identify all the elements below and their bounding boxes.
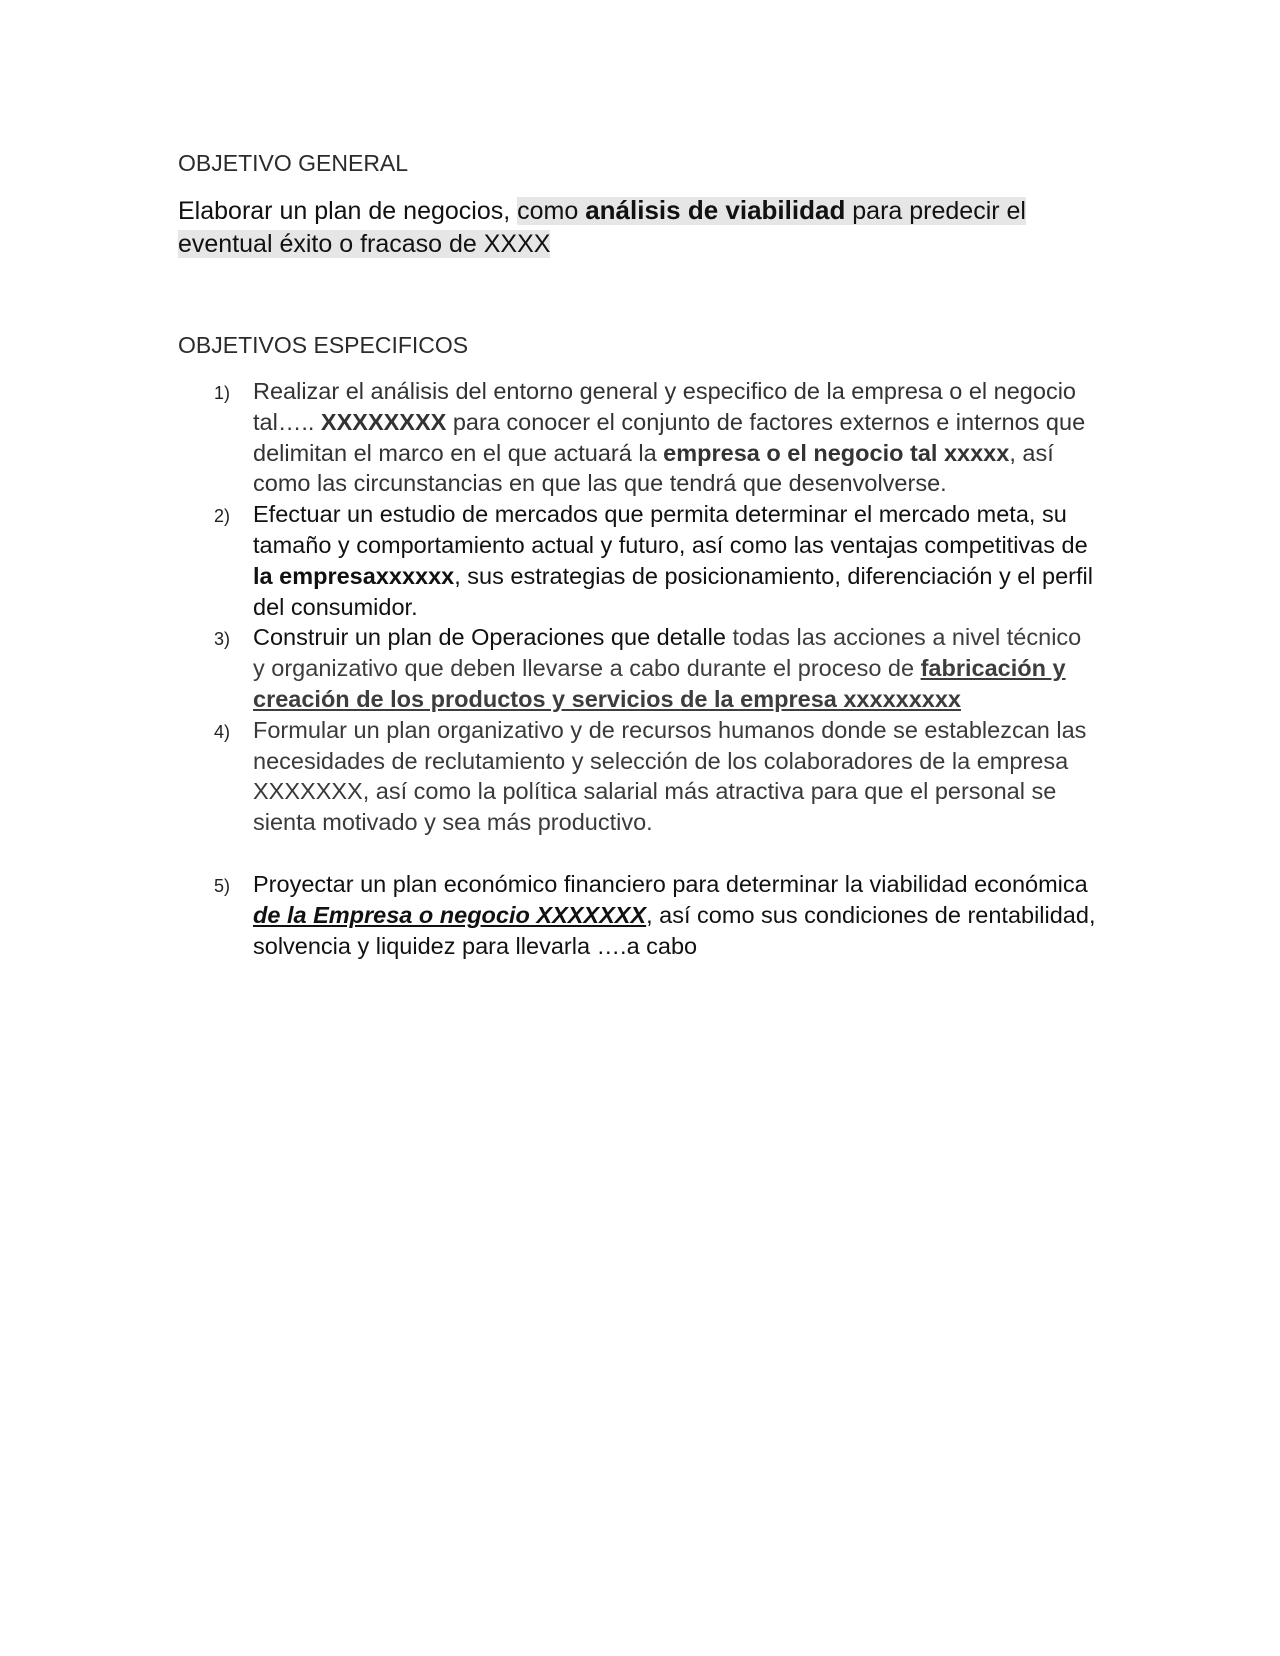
general-objective-bold: análisis de viabilidad [585, 195, 846, 225]
list-item-text: , así como las circunstancias en que las que tendrá que desenvolverse. [253, 439, 1054, 497]
list-item [178, 715, 1098, 838]
general-objective-heading: OBJETIVO GENERAL [178, 150, 409, 176]
list-item-number: 3) [214, 629, 231, 650]
list-item-text: Realizar el análisis del entorno general y especifico de la empresa o el negocio tal….. [253, 378, 1076, 435]
list-item-number: 2) [214, 506, 231, 527]
list-item-text: Efectuar un estudio de mercados que permita determinar el mercado meta, su tamaño y comportamiento actual y futuro, así como las ventajas competitivas de [253, 501, 1088, 558]
list-item-bold: la empresaxxxxxx [253, 562, 455, 589]
list-item [178, 622, 1098, 714]
list-item-number: 4) [214, 721, 231, 742]
list-item-text: , así como sus condiciones de rentabilidad, solvencia y liquidez para llevarla ….a cabo [253, 901, 1096, 959]
list-item-text: Construir un plan de Operaciones que detalle [253, 624, 733, 651]
list-item [178, 499, 1098, 622]
list-item-text: , sus estrategias de posicionamiento, diferenciación y el perfil del consumidor. [253, 562, 1093, 620]
list-item-text: Proyectar un plan económico financiero para determinar la viabilidad económica [253, 870, 1088, 897]
list-item-number: 1) [214, 383, 231, 403]
list-item-bold: empresa o el negocio tal xxxxx [663, 439, 1010, 466]
list-item-bold: XXXXXXXX [320, 408, 447, 435]
list-item [178, 869, 1098, 961]
list-item-bold-italic-underlined: de la Empresa o negocio XXXXXXX [253, 901, 647, 928]
list-item-number: 5) [214, 875, 231, 896]
list-item-text-grey: todas las acciones a nivel técnico y organizativo que deben llevarse a cabo durante el proceso de [253, 624, 1082, 682]
list-item [178, 376, 1098, 499]
list-item-text: para conocer el conjunto de factores externos e internos que delimitan el marco en el que actuará la [253, 408, 1086, 466]
specific-objectives-list [178, 376, 1098, 961]
list-item-text: Formular un plan organizativo y de recursos humanos donde se establezcan las necesidades de reclutamiento y selección de los colaboradores de la empresa XXXXXXX, así como la política salarial más atractiva para que el personal se sienta motivado y sea más productivo. [253, 716, 1087, 836]
general-objective-part1: Elaborar un plan de negocios, [178, 197, 518, 225]
general-objective-part2: como [517, 197, 586, 225]
specific-objectives-heading: OBJETIVOS ESPECIFICOS [178, 332, 469, 358]
general-objective-part3: para predecir el eventual éxito o fracaso de XXXX [178, 197, 1026, 258]
list-item-bold-underlined: fabricación y creación de los productos y servicios de la empresa xxxxxxxxx [253, 655, 1066, 712]
general-objective-text [178, 194, 1098, 261]
